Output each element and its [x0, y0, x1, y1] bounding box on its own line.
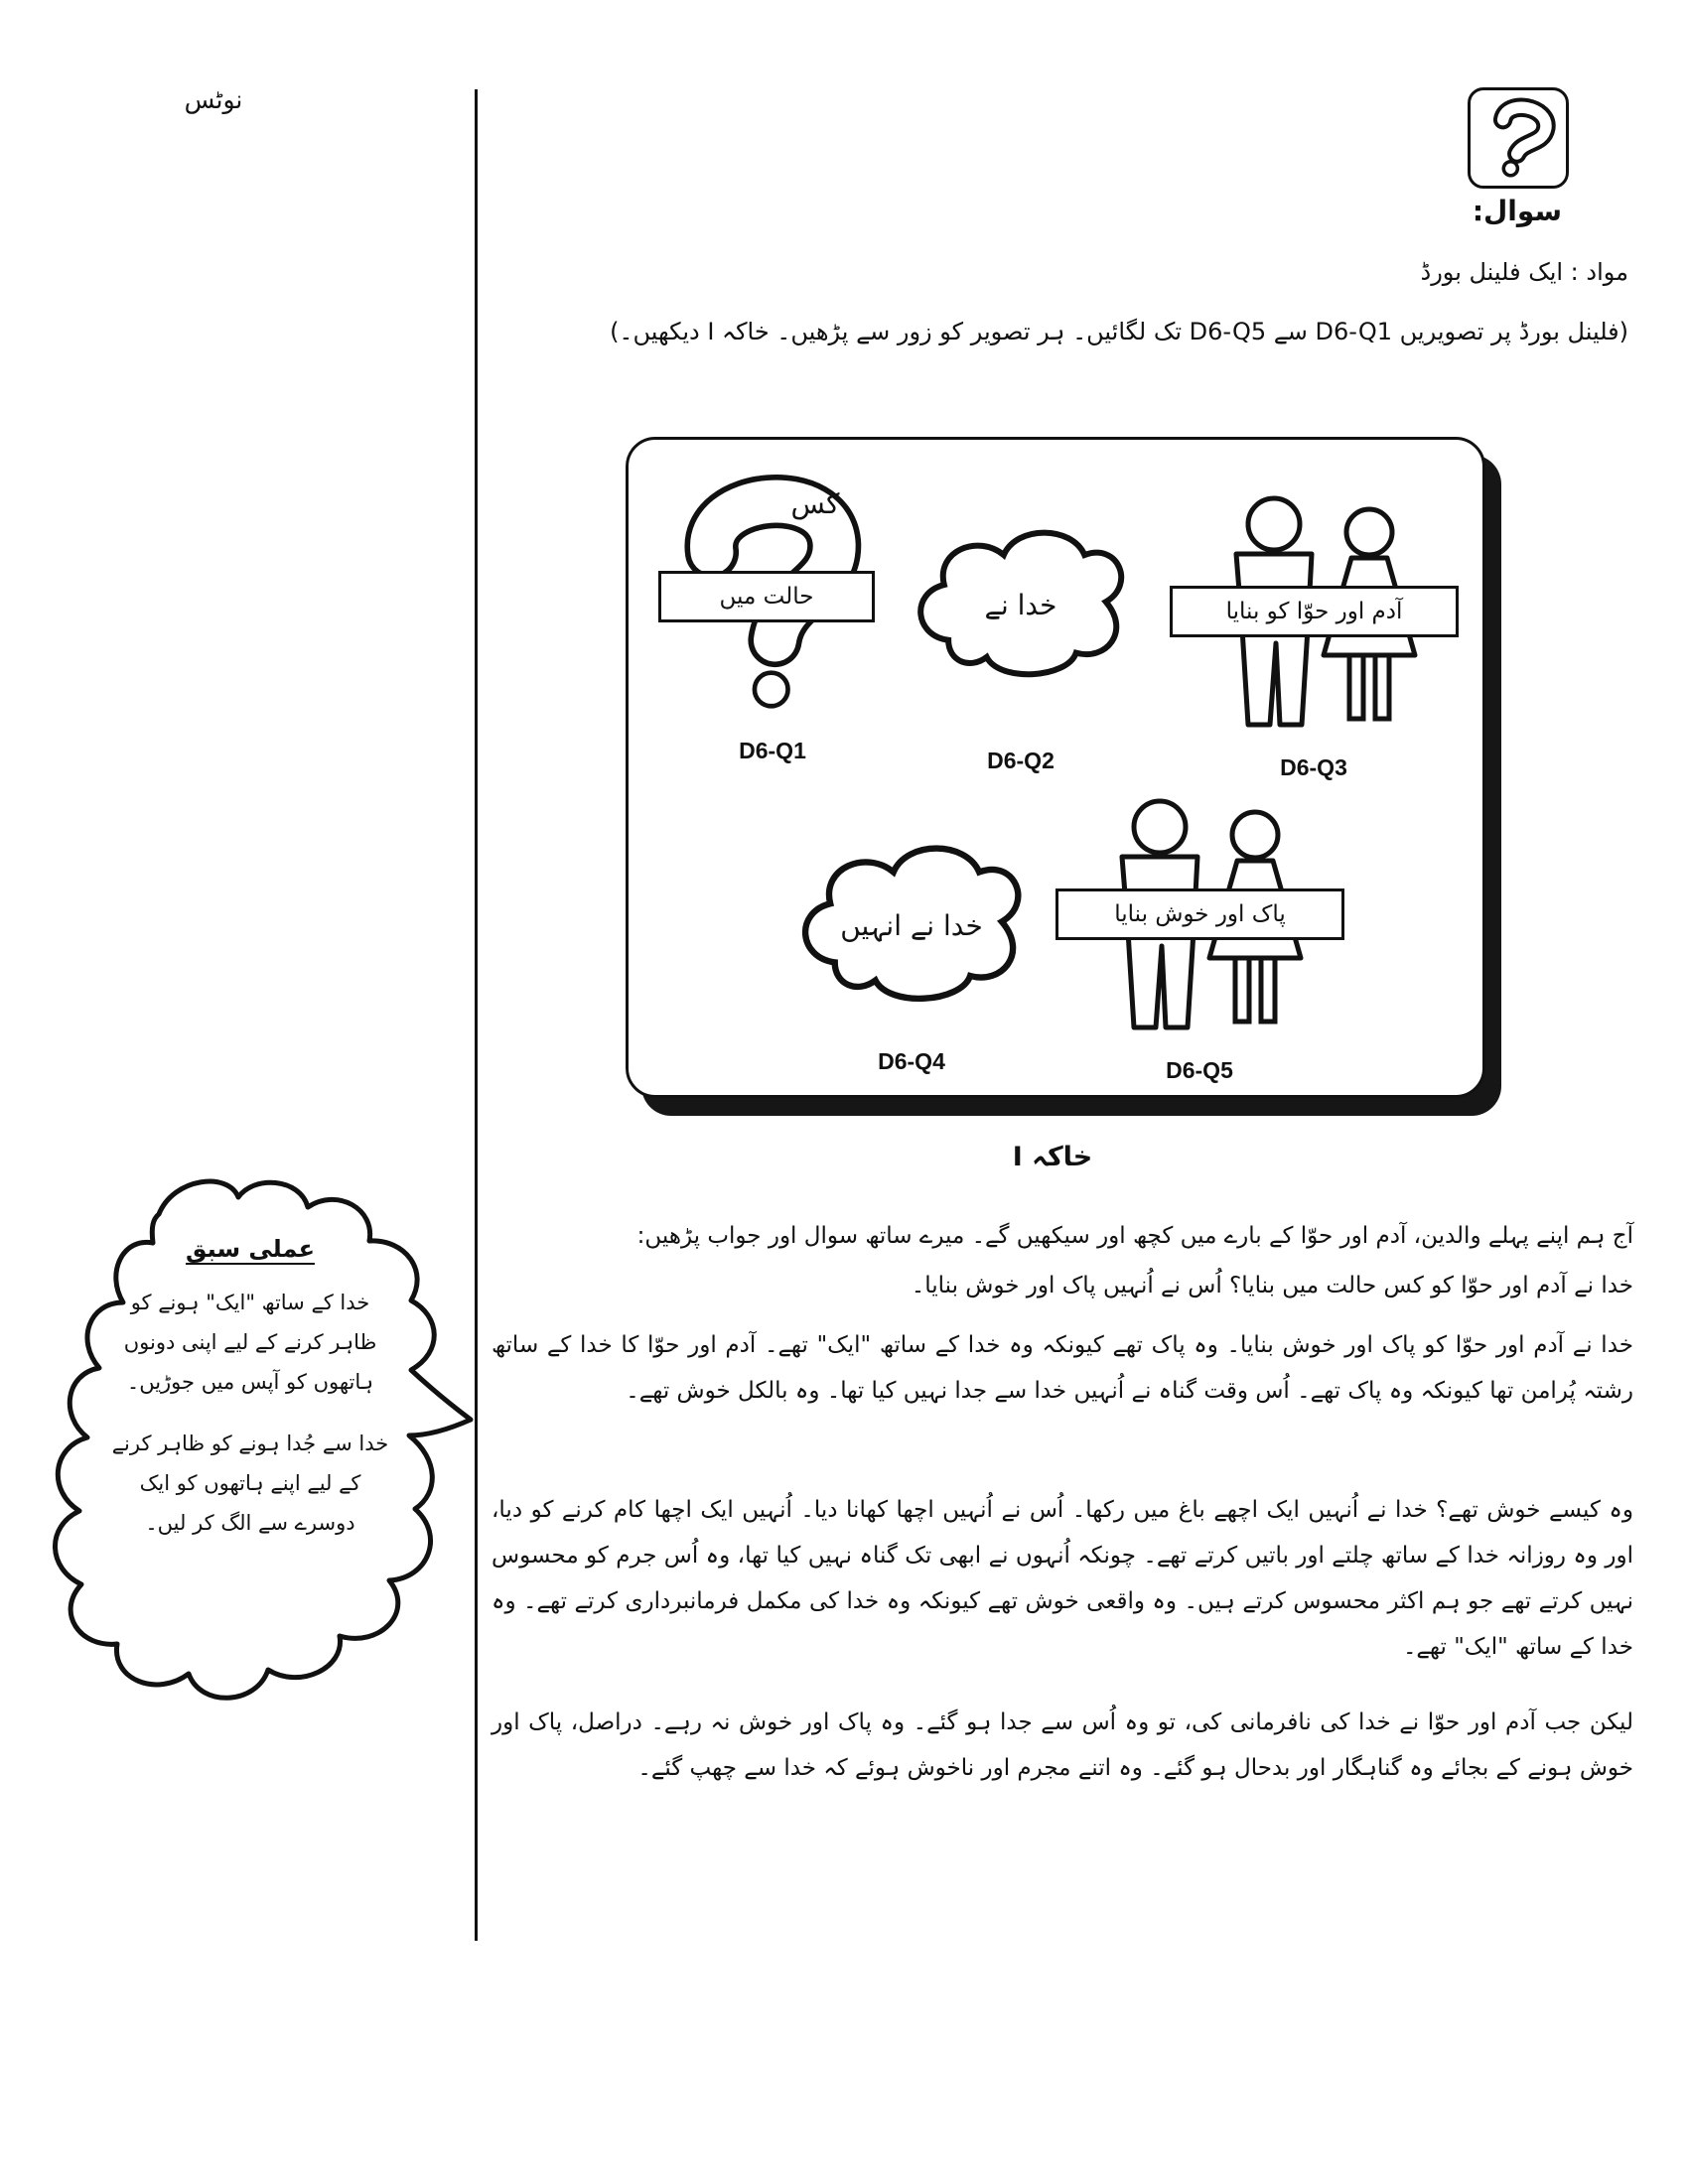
practical-lesson-heading: عملی سبق	[186, 1235, 315, 1263]
question-heading: سوال:	[1472, 195, 1562, 227]
body-paragraph: آج ہم اپنے پہلے والدین، آدم اور حوّا کے بارے میں کچھ اور سیکھیں گے۔ میرے ساتھ سوال اور جواب پڑھیں:	[636, 1223, 1633, 1249]
figure-caption: خاکہ I	[1012, 1142, 1093, 1172]
item-caption: D6-Q2	[987, 748, 1055, 773]
item-caption: D6-Q1	[739, 738, 806, 763]
flannel-board	[626, 437, 1485, 1098]
body-paragraph: خدا نے آدم اور حوّا کو کس حالت میں بنایا؟ اُس نے اُنہیں پاک اور خوش بنایا۔	[911, 1273, 1633, 1298]
notes-label: نوٹس	[184, 85, 243, 114]
question-mark-glyph	[1475, 94, 1562, 182]
question-mark-icon	[1468, 87, 1569, 189]
item-caption: D6-Q3	[1280, 754, 1347, 780]
cloud-label: خدا نے انہیں	[840, 909, 983, 942]
flannel-item-d6q3	[1170, 484, 1458, 802]
flannel-item-d6q4	[782, 822, 1041, 1100]
item-caption: D6-Q4	[878, 1048, 945, 1074]
flannel-item-d6q2	[902, 499, 1140, 797]
figure-label-box: آدم اور حوّا کو بنایا	[1170, 586, 1459, 637]
practical-lesson-paragraph: خدا کے ساتھ "ایک" ہونے کو ظاہر کرنے کے لیے اپنی دونوں ہاتھوں کو آپس میں جوڑیں۔	[123, 1291, 377, 1394]
flannel-item-d6q1	[653, 460, 892, 777]
state-label-box: حالت میں	[658, 571, 875, 622]
flannel-item-d6q5	[1055, 797, 1343, 1095]
margin-divider	[475, 89, 478, 1941]
practical-lesson-text	[111, 1229, 389, 1565]
instruction-line: (فلینل بورڈ پر تصویریں D6-Q1 سے D6-Q5 تک لگائیں۔ ہر تصویر کو زور سے پڑھیں۔ خاکہ I دیکھیں۔)	[610, 318, 1628, 345]
body-paragraph: وہ کیسے خوش تھے؟ خدا نے اُنہیں ایک اچھے باغ میں رکھا۔ اُس نے اُنہیں اچھا کھانا دیا۔ اُنہیں ایک اچھا کام کرنے کو دیا، اور وہ روزانہ خدا کے ساتھ چلتے اور باتیں کرتے تھے۔ چونکہ اُنہوں نے ابھی تک گناہ نہیں کیا تھا، وہ اُس جرم کو محسوس نہیں کرتے تھے جو ہم اکثر محسوس کرتے ہیں۔ وہ واقعی خوش تھے کیونکہ وہ خدا کی مکمل فرمانبرداری کرتے تھے۔ وہ خدا کے ساتھ "ایک" تھے۔	[492, 1497, 1633, 1660]
materials-line: مواد : ایک فلینل بورڈ	[1420, 258, 1628, 286]
body-paragraph: خدا نے آدم اور حوّا کو پاک اور خوش بنایا۔ وہ پاک تھے کیونکہ وہ خدا کے ساتھ "ایک" تھے۔ آدم اور حوّا کا خدا کے ساتھ رشتہ پُرامن تھا کیونکہ وہ پاک تھے۔ اُس وقت گناہ نے اُنہیں خدا سے جدا نہیں کیا تھا۔ وہ بالکل خوش تھے۔	[492, 1332, 1633, 1404]
body-paragraph: لیکن جب آدم اور حوّا نے خدا کی نافرمانی کی، تو وہ اُس سے جدا ہو گئے۔ وہ پاک اور خوش نہ رہے۔ دراصل، پاک اور خوش ہونے کے بجائے وہ گناہگار اور بدحال ہو گئے۔ وہ اتنے مجرم اور ناخوش ہوئے کہ خدا سے چھپ گئے۔	[492, 1709, 1633, 1781]
figure-label-box: پاک اور خوش بنایا	[1055, 888, 1344, 940]
cloud-label: خدا نے	[984, 589, 1057, 621]
cloud-word: کس	[790, 487, 840, 520]
practical-lesson-paragraph: خدا سے جُدا ہونے کو ظاہر کرنے کے لیے اپنے ہاتھوں کو ایک دوسرے سے الگ کر لیں۔	[111, 1432, 389, 1535]
item-caption: D6-Q5	[1166, 1057, 1233, 1083]
